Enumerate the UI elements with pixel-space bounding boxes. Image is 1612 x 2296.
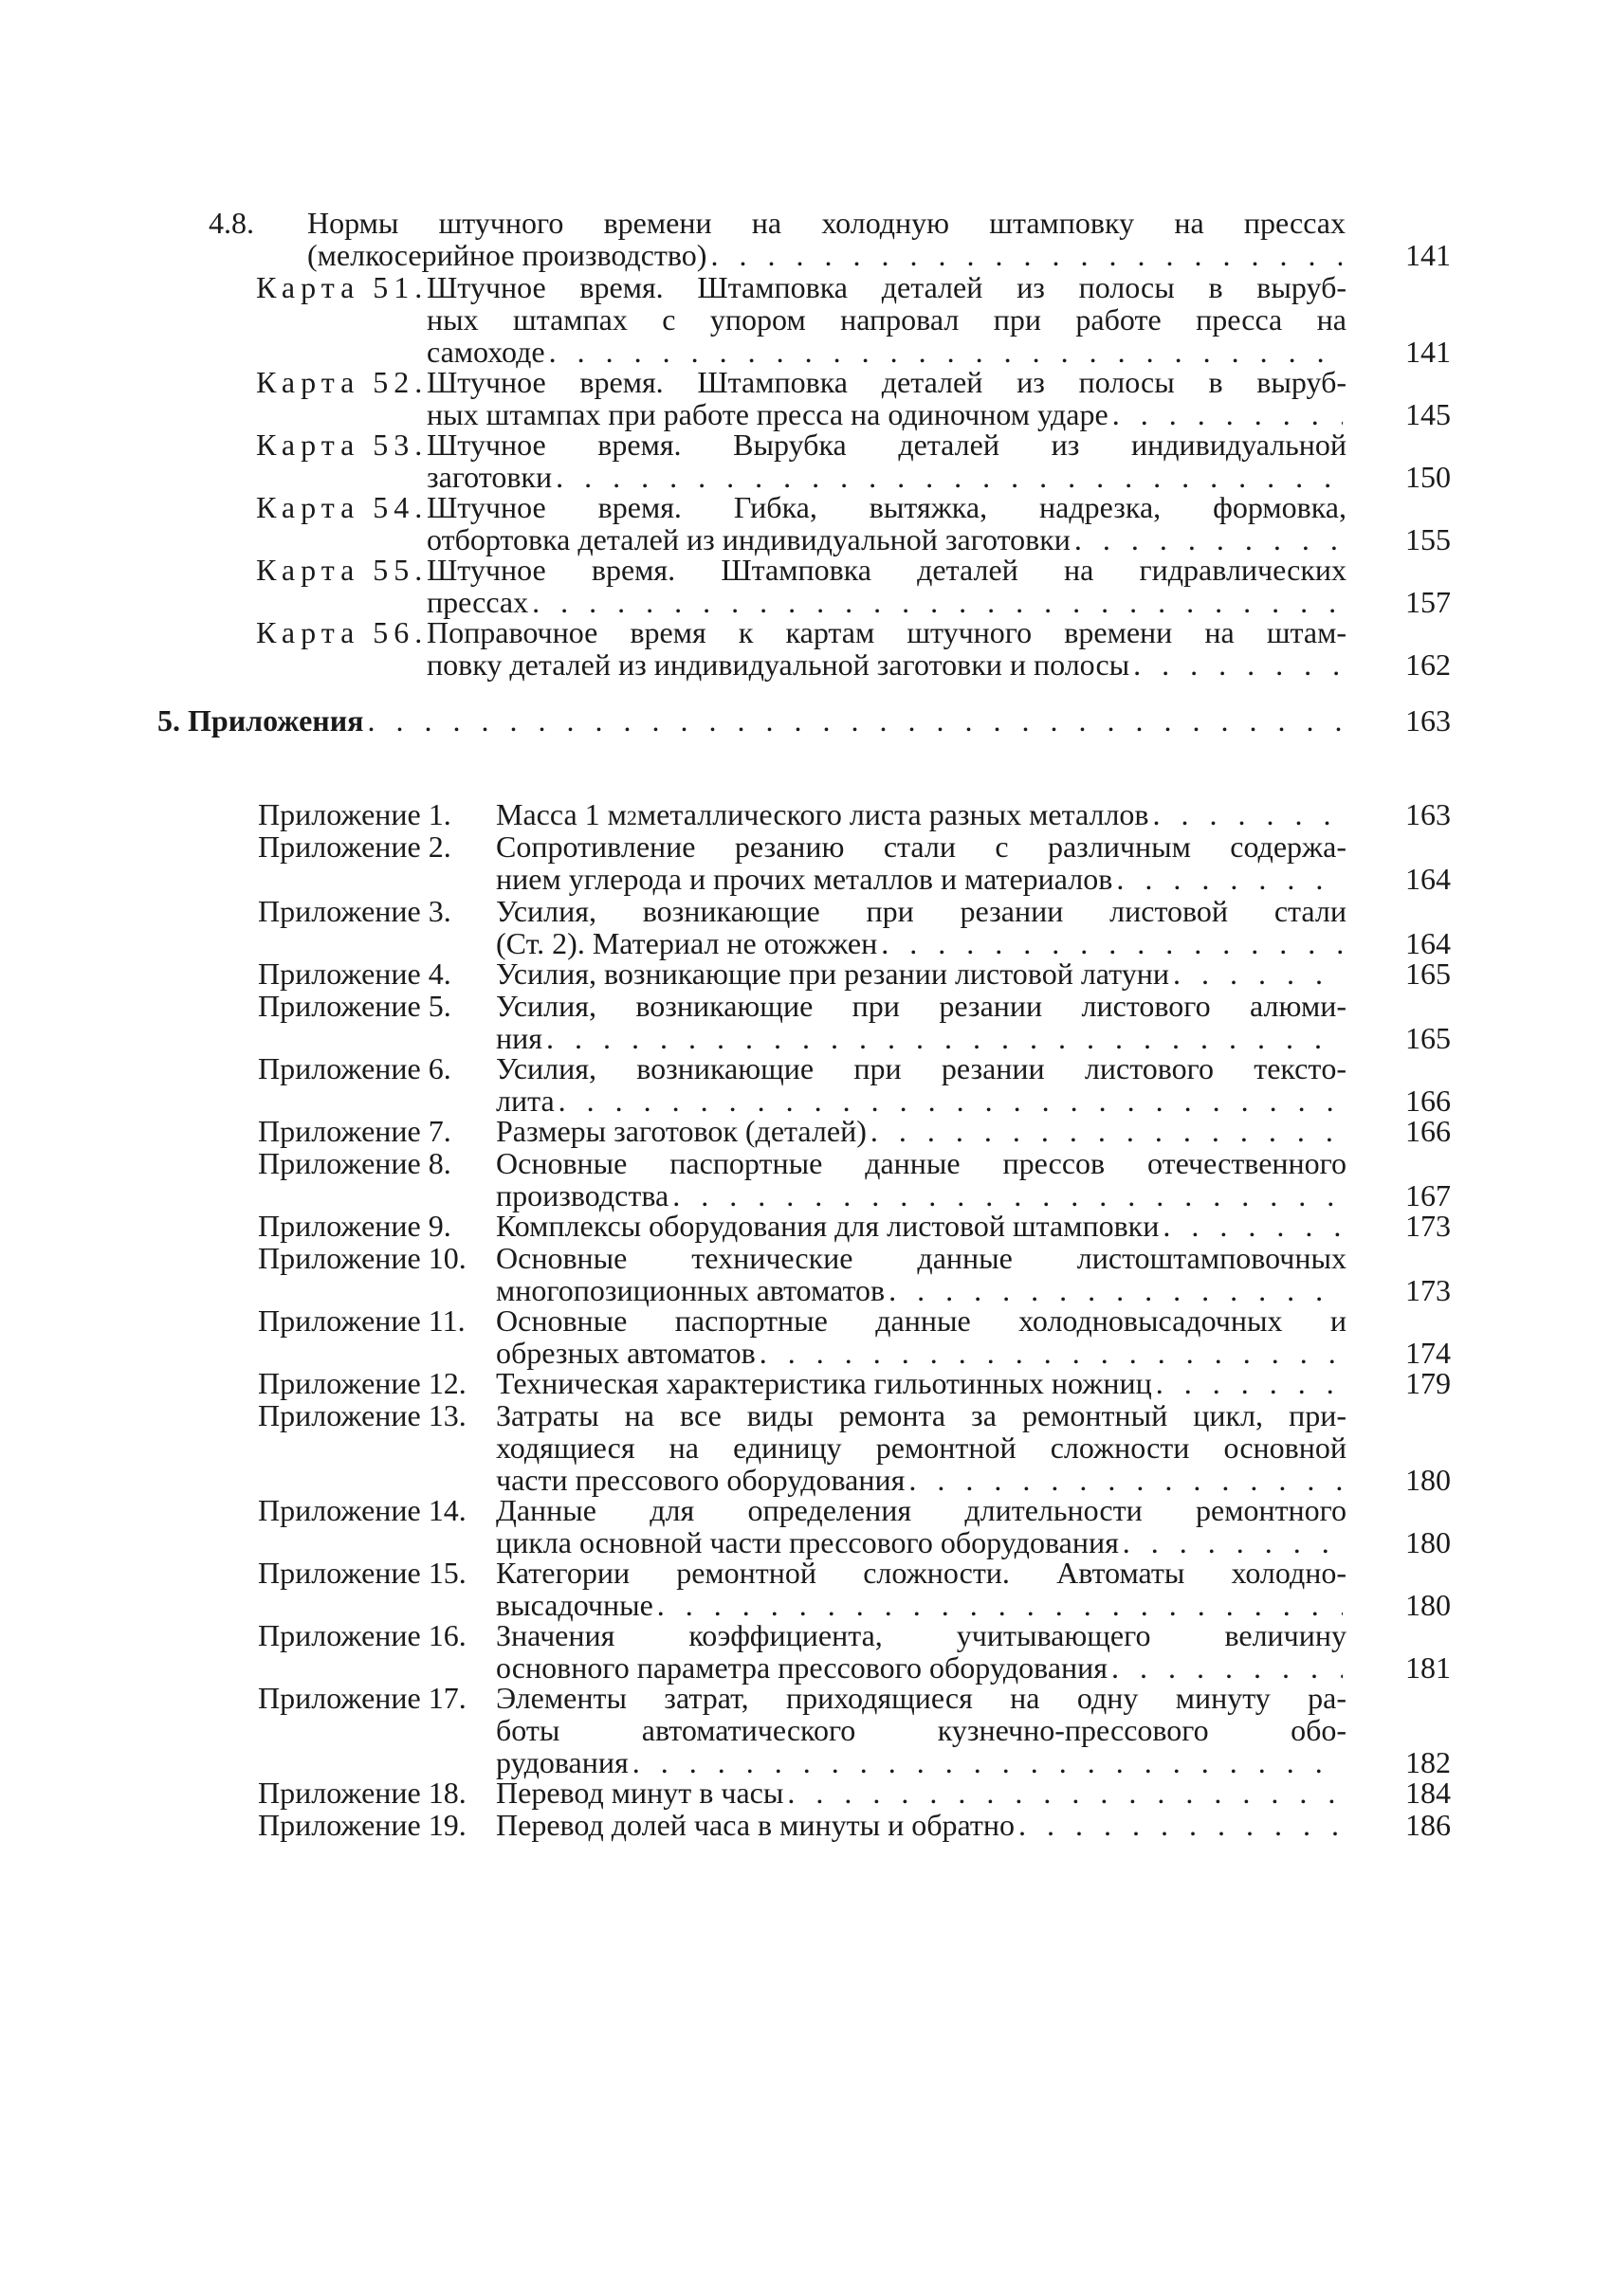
appendix-entry: [258, 1399, 1451, 1496]
entry-text: Затраты на все виды ремонта за ремонтный цикл, при-: [496, 1398, 1346, 1432]
entry-text: производства: [496, 1178, 669, 1212]
appendix-label: Приложение 9.: [258, 1209, 451, 1243]
entry-text: Усилия, возникающие при резании листовой стали: [496, 894, 1346, 928]
page-number: 180: [1405, 1525, 1451, 1559]
entry-text: Сопротивление резанию стали с различным содержа-: [496, 829, 1346, 864]
entry-text: рудования: [496, 1745, 629, 1779]
entry-text: Масса 1 м: [496, 797, 627, 831]
page-number: 162: [1405, 647, 1451, 682]
page-number: 150: [1405, 460, 1451, 494]
appendix-label: Приложение 16.: [258, 1618, 467, 1652]
entry-text: Усилия, возникающие при резании листового текстo-: [496, 1051, 1346, 1085]
page-number: 163: [1405, 703, 1451, 738]
entry-text: ных штампах с упором напровал при работе пресса на: [427, 302, 1346, 337]
appendix-label: Приложение 19.: [258, 1808, 467, 1842]
karta-entry: [256, 616, 1451, 681]
entry-text: Перевод минут в часы: [496, 1776, 784, 1810]
page-number: 181: [1405, 1650, 1451, 1685]
entry-text: Техническая характеристика гильотинных ножниц: [496, 1366, 1152, 1400]
page-number: 180: [1405, 1588, 1451, 1622]
appendix-entry: [258, 1147, 1451, 1212]
entry-text: самоходе: [427, 335, 545, 369]
appendix-entry: [258, 1052, 1451, 1117]
entry-text: Поправочное время к картам штучного времени на штам-: [427, 615, 1346, 649]
appendix-entry: [258, 1242, 1451, 1306]
karta-entry: [256, 428, 1451, 493]
section-title-line: (мелкосерийное производство): [307, 238, 707, 272]
entry-text: Основные паспортные данные холодновысадочных и: [496, 1303, 1346, 1338]
appendix-label: Приложение 11.: [258, 1303, 466, 1338]
entry-text: Усилия, возникающие при резании листового алюми-: [496, 989, 1346, 1023]
entry-text: части прессового оборудования: [496, 1463, 906, 1497]
page-number: 166: [1405, 1114, 1451, 1148]
karta-label: Карта 51.: [256, 270, 429, 304]
appendix-entry: [258, 957, 1451, 990]
page-number: 173: [1405, 1209, 1451, 1243]
appendix-label: Приложение 18.: [258, 1776, 467, 1810]
appendix-entry: [258, 1682, 1451, 1778]
entry-text: ных штампах при работе пресса на одиночном ударе: [427, 397, 1108, 431]
entry-text: металлического листа разных металлов: [636, 797, 1149, 831]
appendix-entry: [258, 1619, 1451, 1684]
appendix-entry: [258, 1557, 1451, 1621]
page-number: 164: [1405, 926, 1451, 960]
appendix-label: Приложение 2.: [258, 829, 451, 864]
entry-text: (Ст. 2). Материал не отожжен: [496, 926, 878, 960]
entry-text: Комплексы оборудования для листовой штамповки: [496, 1209, 1160, 1243]
entry-text: многопозиционных автоматов: [496, 1273, 886, 1307]
karta-label: Карта 53.: [256, 428, 429, 462]
page-number: 174: [1405, 1336, 1451, 1370]
page-number: 166: [1405, 1084, 1451, 1118]
entry-text: высадочные: [496, 1588, 653, 1622]
karta-label: Карта 54.: [256, 490, 429, 524]
appendix-label: Приложение 5.: [258, 989, 451, 1023]
karta-entry: [256, 554, 1451, 618]
page-number: 173: [1405, 1273, 1451, 1307]
karta-entry: [256, 366, 1451, 430]
appendix-entry: [258, 990, 1451, 1054]
entry-text: Основные паспортные данные прессов отечественного: [496, 1146, 1346, 1180]
appendix-entry: [258, 1304, 1451, 1369]
appendix-label: Приложение 3.: [258, 894, 451, 928]
appendix-label: Приложение 1.: [258, 797, 451, 831]
page-number: 157: [1405, 585, 1451, 619]
karta-label: Карта 52.: [256, 365, 429, 399]
karta-label: Карта 55.: [256, 553, 429, 587]
page-number: 184: [1405, 1776, 1451, 1810]
entry-text: Элементы затрат, приходящиеся на одну минуту ра-: [496, 1681, 1346, 1715]
entry-text: нием углерода и прочих металлов и материалов: [496, 862, 1113, 896]
section-number: 4.8.: [209, 206, 254, 240]
appendix-label: Приложение 4.: [258, 957, 451, 991]
page-number: 165: [1405, 957, 1451, 991]
appendix-entry: [258, 1494, 1451, 1558]
page-number: 179: [1405, 1366, 1451, 1400]
karta-entry: [256, 491, 1451, 556]
appendix-entry: [258, 1115, 1451, 1147]
page-number: 163: [1405, 797, 1451, 831]
page-number: 164: [1405, 862, 1451, 896]
entry-text: цикла основной части прессового оборудования: [496, 1525, 1119, 1559]
page-number: 155: [1405, 522, 1451, 556]
appendix-label: Приложение 13.: [258, 1398, 467, 1432]
page-number: 167: [1405, 1178, 1451, 1212]
appendix-entry: [258, 895, 1451, 959]
appendix-entry: [258, 830, 1451, 895]
entry-text: отбортовка деталей из индивидуальной заготовки: [427, 522, 1071, 556]
page-number: 145: [1405, 397, 1451, 431]
entry-text: боты автоматического кузнечно-прессового обо-: [496, 1713, 1346, 1747]
entry-text: повку деталей из индивидуальной заготовки и полосы: [427, 647, 1130, 682]
entry-text: Категории ремонтной сложности. Автоматы холодно-: [496, 1556, 1346, 1590]
appendix-label: Приложение 7.: [258, 1114, 451, 1148]
karta-label: Карта 56.: [256, 615, 429, 649]
page-number: 182: [1405, 1745, 1451, 1779]
appendix-entry: [258, 1367, 1451, 1399]
appendix-entry: [258, 1777, 1451, 1809]
entry-text: Штучное время. Штамповка деталей на гидравлических: [427, 553, 1346, 587]
entry-text: Штучное время. Штамповка деталей из полосы в выруб-: [427, 365, 1346, 399]
appendix-entry: [258, 1210, 1451, 1242]
entry-text: Размеры заготовок (деталей): [496, 1114, 867, 1148]
entry-text: Данные для определения длительности ремонтного: [496, 1493, 1346, 1527]
entry-text: Перевод долей часа в минуты и обратно: [496, 1808, 1015, 1842]
page-number: 141: [1405, 335, 1451, 369]
appendix-entry: Приложение 1. Масса 1 м 2 металлического листа разных металлов . . . 163: [258, 798, 1451, 863]
entry-text: Усилия, возникающие при резании листовой латуни: [496, 957, 1169, 991]
appendix-label: Приложение 8.: [258, 1146, 451, 1180]
section-title-line: Нормы штучного времени на холодную штамповку на прессах: [307, 206, 1346, 240]
entry-text: ния: [496, 1021, 542, 1055]
entry-text: Штучное время. Вырубка деталей из индивидуальной: [427, 428, 1346, 462]
entry-text: основного параметра прессового оборудования: [496, 1650, 1108, 1685]
page-number: 186: [1405, 1808, 1451, 1842]
toc-section-5: [157, 704, 1451, 737]
entry-text: прессах: [427, 585, 529, 619]
appendix-label: Приложение 12.: [258, 1366, 467, 1400]
appendix-label: Приложение 10.: [258, 1241, 467, 1275]
entry-text: Штучное время. Гибка, вытяжка, надрезка, формовка,: [427, 490, 1346, 524]
appendix-label: Приложение 6.: [258, 1051, 451, 1085]
section-title: 5. Приложения: [157, 703, 364, 738]
karta-entry: [256, 271, 1451, 368]
entry-text: Значения коэффициента, учитывающего величину: [496, 1618, 1346, 1652]
page-number: 165: [1405, 1021, 1451, 1055]
appendix-entry: [258, 1809, 1451, 1841]
appendix-label: Приложение 15.: [258, 1556, 467, 1590]
entry-text: обрезных автоматов: [496, 1336, 756, 1370]
entry-text: Основные технические данные листоштамповочных: [496, 1241, 1346, 1275]
page-number: 141: [1405, 238, 1451, 272]
entry-text: лита: [496, 1084, 555, 1118]
entry-text: ходящиеся на единицу ремонтной сложности основной: [496, 1430, 1346, 1465]
entry-text: Штучное время. Штамповка деталей из полосы в выруб-: [427, 270, 1346, 304]
appendix-label: Приложение 17.: [258, 1681, 467, 1715]
appendix-label: Приложение 14.: [258, 1493, 467, 1527]
page-number: 180: [1405, 1463, 1451, 1497]
entry-text: заготовки: [427, 460, 553, 494]
